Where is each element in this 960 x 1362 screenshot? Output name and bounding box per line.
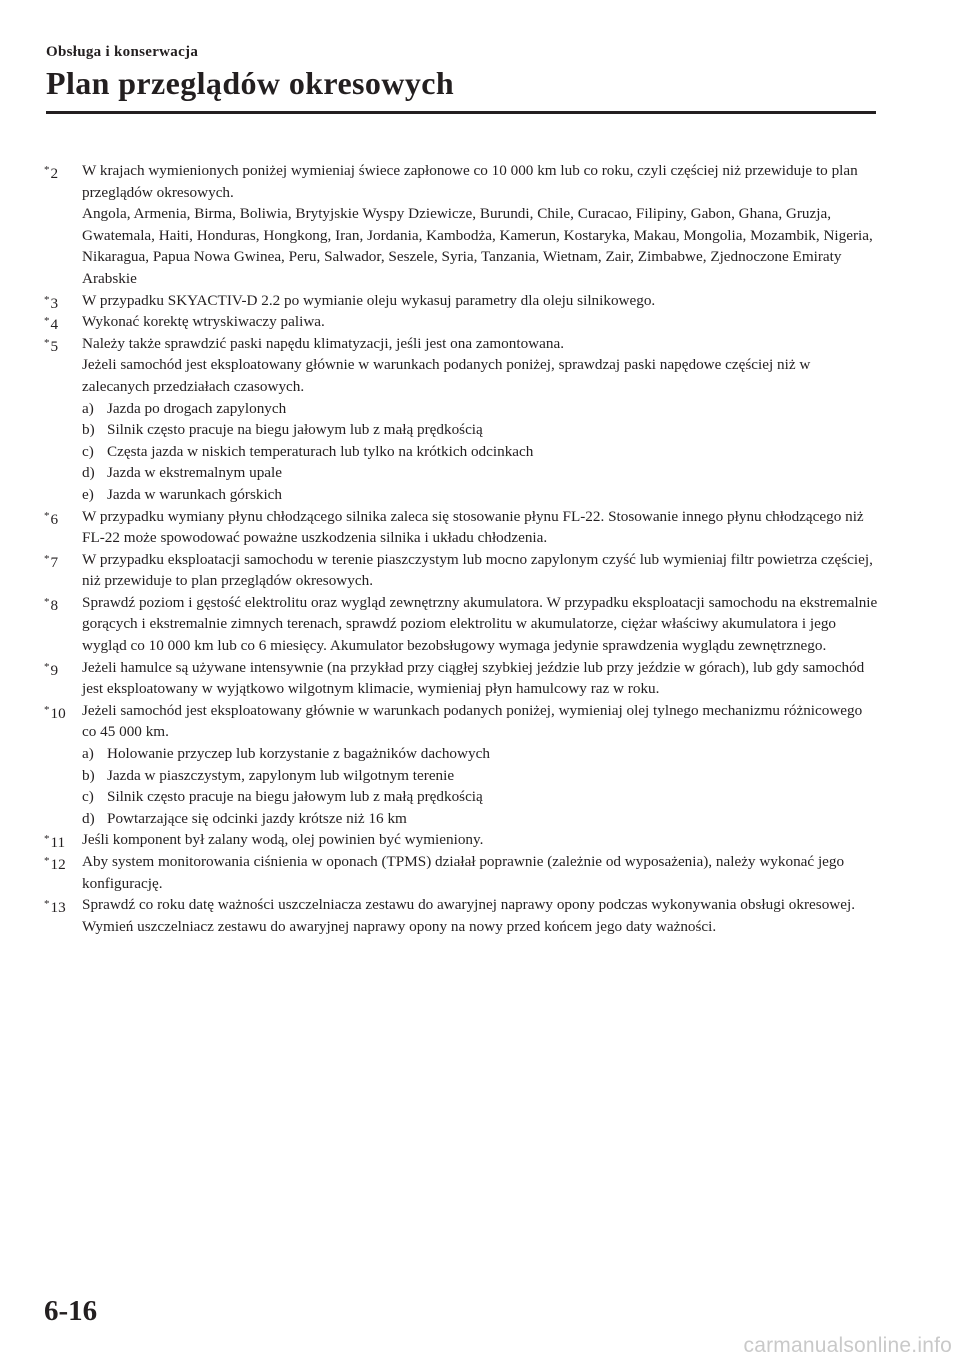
footnote-ref xyxy=(44,506,58,531)
list-item xyxy=(82,808,879,830)
list-item-letter: e) xyxy=(82,485,94,503)
footnote-ref xyxy=(44,333,58,358)
list-item-letter: c) xyxy=(82,442,94,460)
list-item-text: Jazda w warunkach górskich xyxy=(107,485,283,503)
asterisk-icon: * xyxy=(44,833,50,846)
footnote-number: 8 xyxy=(50,596,59,614)
list-item-letter: b) xyxy=(82,421,95,439)
footnote-text: Wykonać korektę wtryskiwaczy paliwa. xyxy=(82,313,325,331)
footnote-3 xyxy=(44,290,879,312)
footnote-text: Sprawdź poziom i gęstość elektrolitu oraz wygląd zewnętrzny akumulatora. W przypadku eksploatacji samochodu na ekstremalnie gorących i ekstremalnie zimnych terenach, sprawdź poziom elektrolitu w akumulatorze, ciężar właściwy akumulatora i jego wygląd co 10 000 km lub co 6 miesięcy. Akumulator bezobsługowy wymaga jedynie sprawdzenia wyglądu zewnętrznego. xyxy=(82,593,878,655)
footnote-text: W przypadku wymiany płynu chłodzącego silnika zaleca się stosowanie płynu FL-22. Stosowanie innego płynu chłodzącego niż FL-22 może spowodować poważne uszkodzenia silnika i układu chłodzenia. xyxy=(82,507,864,547)
list-item xyxy=(82,743,879,765)
footnote-ref xyxy=(44,657,58,682)
footnote-ref xyxy=(44,549,58,574)
footnote-10 xyxy=(44,700,879,830)
footnote-number: 4 xyxy=(50,316,59,334)
list-item-text: Jazda po drogach zapylonych xyxy=(107,399,287,417)
page-number: 6-16 xyxy=(44,1295,98,1327)
footnote-12 xyxy=(44,851,879,894)
asterisk-icon: * xyxy=(44,509,50,522)
footnote-number: 3 xyxy=(50,294,59,312)
asterisk-icon: * xyxy=(44,660,50,673)
list-item-text: Powtarzające się odcinki jazdy krótsze niż 16 km xyxy=(107,809,407,827)
footnote-number: 9 xyxy=(50,661,59,679)
section-label: Obsługa i konserwacja xyxy=(46,44,199,60)
footnote-text: Jeżeli samochód jest eksploatowany głównie w warunkach podanych poniżej, sprawdzaj paski napędowe częściej niż w zalecanych przedziałach czasowych. xyxy=(82,356,811,395)
footnote-text: Jeżeli hamulce są używane intensywnie (na przykład przy ciągłej szybkiej jeździe lub przy jeździe w górach), lub gdy samochód jest eksploatowany w wyjątkowo wilgotnym klimacie, wymieniaj płyn hamulcowy raz w roku. xyxy=(82,658,865,698)
list-item-text: Holowanie przyczep lub korzystanie z bagażników dachowych xyxy=(107,745,490,763)
footnote-2 xyxy=(44,160,879,290)
list-item xyxy=(82,398,879,420)
footnote-number: 10 xyxy=(50,704,66,722)
footnote-8 xyxy=(44,592,879,657)
page-title: Plan przeglądów okresowych xyxy=(46,65,455,101)
footnote-number: 2 xyxy=(50,165,59,182)
footnote-number: 6 xyxy=(50,510,59,528)
list-item-text: Częsta jazda w niskich temperaturach lub tylko na krótkich odcinkach xyxy=(107,442,534,460)
footnote-number: 13 xyxy=(50,899,66,917)
footnote-9 xyxy=(44,657,879,700)
footnote-text: Należy także sprawdzić paski napędu klimatyzacji, jeśli jest ona zamontowana. xyxy=(82,334,565,352)
footnote-text: W krajach wymienionych poniżej wymieniaj świece zapłonowe co 10 000 km lub co roku, czyli częściej niż przewiduje to plan przeglądów okresowych. xyxy=(82,162,858,201)
list-item xyxy=(82,441,879,463)
footnote-text: Jeśli komponent był zalany wodą, olej powinien być wymieniony. xyxy=(82,831,484,849)
asterisk-icon: * xyxy=(44,595,50,608)
list-item-text: Jazda w ekstremalnym upale xyxy=(107,464,283,482)
asterisk-icon: * xyxy=(44,552,50,565)
footnote-text: W przypadku SKYACTIV-D 2.2 po wymianie oleju wykasuj parametry dla oleju silnikowego. xyxy=(82,291,656,309)
list-item xyxy=(82,484,879,506)
footnote-ref xyxy=(44,160,58,185)
footnote-13 xyxy=(44,894,879,937)
asterisk-icon: * xyxy=(44,336,50,349)
asterisk-icon: * xyxy=(44,315,50,328)
footnotes-list xyxy=(44,160,879,937)
footnote-11 xyxy=(44,829,879,851)
list-item-text: Jazda w piaszczystym, zapylonym lub wilgotnym terenie xyxy=(107,766,455,784)
asterisk-icon: * xyxy=(44,164,50,176)
list-item-letter: d) xyxy=(82,809,95,827)
footnote-number: 12 xyxy=(50,856,66,873)
asterisk-icon: * xyxy=(44,898,50,911)
footnote-number: 5 xyxy=(50,337,59,355)
list-item-letter: b) xyxy=(82,766,95,784)
list-item xyxy=(82,786,879,808)
title-rule xyxy=(46,111,876,114)
footnote-number: 11 xyxy=(50,834,66,852)
list-item-letter: d) xyxy=(82,464,95,482)
list-item-text: Silnik często pracuje na biegu jałowym lub z małą prędkością xyxy=(107,788,483,806)
footnote-text: Jeżeli samochód jest eksploatowany głównie w warunkach podanych poniżej, wymieniaj olej tylnego mechanizmu różnicowego co 45 000 km. xyxy=(82,701,863,741)
asterisk-icon: * xyxy=(44,855,50,867)
list-item-letter: c) xyxy=(82,788,94,806)
footnote-text: Aby system monitorowania ciśnienia w oponach (TPMS) działał poprawnie (zależnie od wyposażenia), należy wykonać jego konfigurację. xyxy=(82,853,845,892)
list-item-letter: a) xyxy=(82,399,94,417)
footnote-text: W przypadku eksploatacji samochodu w terenie piaszczystym lub mocno zapylonym czyść lub wymieniaj filtr powietrza częściej, niż przewiduje to plan przeglądów okresowych. xyxy=(82,550,873,590)
list-item xyxy=(82,419,879,441)
footnote-ref xyxy=(44,700,66,725)
footnote-7 xyxy=(44,549,879,592)
footnote-text: Sprawdź co roku datę ważności uszczelniacza zestawu do awaryjnej naprawy opony podczas wykonywania obsługi okresowej. Wymień uszczelniacz zestawu do awaryjnej naprawy opony na nowy przed końcem jego daty ważności. xyxy=(82,896,856,935)
list-item-letter: a) xyxy=(82,745,94,763)
footnote-4 xyxy=(44,311,879,333)
asterisk-icon: * xyxy=(44,293,50,306)
list-item-text: Silnik często pracuje na biegu jałowym lub z małą prędkością xyxy=(107,421,483,439)
list-item xyxy=(82,462,879,484)
footnote-ref xyxy=(44,894,66,919)
footnote-6 xyxy=(44,506,879,549)
footnote-number: 7 xyxy=(50,553,59,571)
footnote-text: Angola, Armenia, Birma, Boliwia, Brytyjskie Wyspy Dziewicze, Burundi, Chile, Curacao, Filipiny, Gabon, Ghana, Gruzja, Gwatemala, Haiti, Honduras, Hongkong, Iran, Jordania, Kambodża, Kamerun, Kostaryka, Makau, Mongolia, Mozambik, Nigeria, Nikaragua, Papua Nowa Gwinea, Peru, Salwador, Seszele, Syria, Tanzania, Wietnam, Zair, Zimbabwe, Zjednoczone Emiraty Arabskie xyxy=(82,205,873,287)
footnote-ref xyxy=(44,592,58,617)
watermark: carmanualsonline.info xyxy=(743,1334,952,1357)
footnote-ref xyxy=(44,851,66,876)
list-item xyxy=(82,765,879,787)
footnote-5 xyxy=(44,333,879,506)
asterisk-icon: * xyxy=(44,703,50,716)
